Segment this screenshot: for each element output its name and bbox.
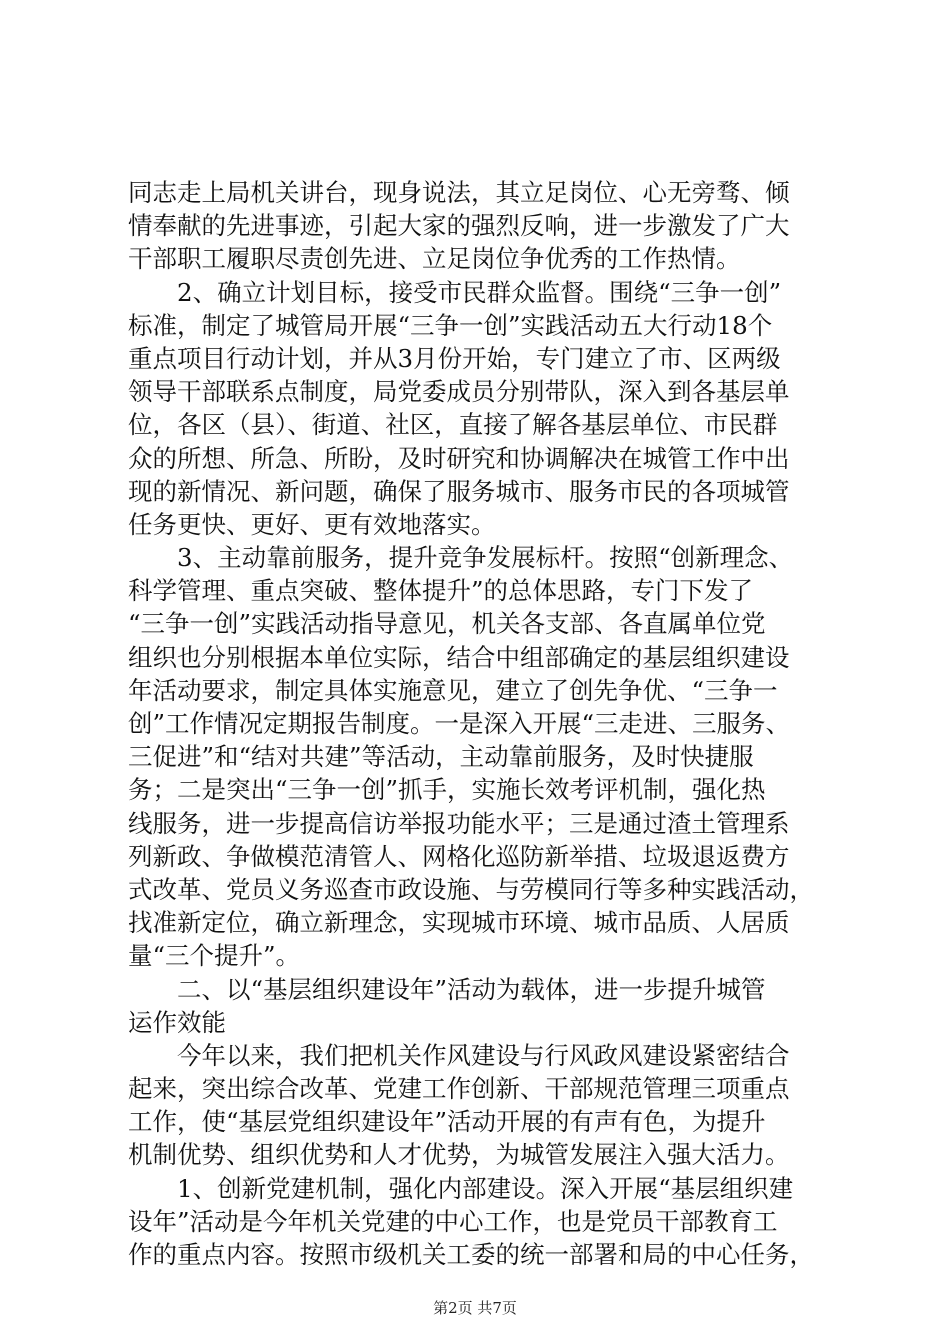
text-line: 今年以来，我们把机关作风建设与行风政风建设紧密结合 bbox=[128, 1040, 790, 1070]
section-heading-line: 二、以“基层组织建设年”活动为载体，进一步提升城管 bbox=[128, 974, 766, 1004]
text-line: 起来，突出综合改革、党建工作创新、干部规范管理三项重点 bbox=[128, 1074, 790, 1104]
text-line: 创”工作情况定期报告制度。一是深入开展“三走进、三服务、 bbox=[128, 709, 791, 738]
document-body bbox=[128, 176, 838, 1271]
text-line: 年活动要求，制定具体实施意见，建立了创先争优、“三争一 bbox=[128, 675, 778, 705]
text-line: 工作，使“基层党组织建设年”活动开展的有声有色，为提升 bbox=[128, 1107, 766, 1137]
text-line: 作的重点内容。按照市级机关工委的统一部署和局的中心任务， bbox=[128, 1240, 814, 1269]
text-line: 找准新定位，确立新理念，实现城市环境、城市品质、人居质 bbox=[128, 908, 790, 938]
text-line: 干部职工履职尽责创先进、立足岗位争优秀的工作热情。 bbox=[128, 244, 741, 274]
text-line: 现的新情况、新问题，确保了服务城市、服务市民的各项城管 bbox=[128, 476, 790, 506]
text-line: 机制优势、组织优势和人才优势，为城管发展注入强大活力。 bbox=[128, 1140, 790, 1170]
text-line: “三争一创”实践活动指导意见，机关各支部、各直属单位党 bbox=[128, 609, 766, 639]
page-number-footer: 第2页 共7页 bbox=[433, 1299, 517, 1317]
text-line: 列新政、争做模范清管人、网格化巡防新举措、垃圾退返费方 bbox=[128, 841, 790, 871]
text-line: 同志走上局机关讲台，现身说法，其立足岗位、心无旁骛、倾 bbox=[128, 178, 790, 207]
text-line: 组织也分别根据本单位实际，结合中组部确定的基层组织建设 bbox=[128, 642, 790, 672]
section-heading-line: 运作效能 bbox=[128, 1007, 226, 1037]
text-line: 式改革、党员义务巡查市政设施、与劳模同行等多种实践活动， bbox=[128, 874, 814, 904]
text-line: 3、主动靠前服务，提升竞争发展标杆。按照“创新理念、 bbox=[128, 543, 794, 573]
text-line: 三促进”和“结对共建”等活动，主动靠前服务，及时快捷服 bbox=[128, 742, 754, 772]
text-line: 2、确立计划目标，接受市民群众监督。围绕“三争一创” bbox=[128, 277, 782, 307]
text-line: 1、创新党建机制，强化内部建设。深入开展“基层组织建 bbox=[128, 1173, 794, 1203]
text-line: 科学管理、重点突破、整体提升”的总体思路，专门下发了 bbox=[128, 576, 754, 606]
text-line: 位，各区（县）、街道、社区，直接了解各基层单位、市民群 bbox=[128, 410, 778, 440]
text-line: 量“三个提升”。 bbox=[128, 941, 301, 971]
text-line: 标准，制定了城管局开展“三争一创”实践活动五大行动18个 bbox=[128, 310, 773, 340]
text-line: 线服务，进一步提高信访举报功能水平；三是通过渣土管理系 bbox=[128, 808, 790, 838]
text-line: 务；二是突出“三争一创”抓手，实施长效考评机制，强化热 bbox=[128, 775, 766, 805]
text-line: 众的所想、所急、所盼，及时研究和协调解决在城管工作中出 bbox=[128, 443, 790, 473]
text-line: 重点项目行动计划，并从3月份开始，专门建立了市、区两级 bbox=[128, 343, 781, 373]
text-line: 设年”活动是今年机关党建的中心工作，也是党员干部教育工 bbox=[128, 1206, 778, 1236]
text-line: 任务更快、更好、更有效地落实。 bbox=[128, 509, 496, 539]
text-line: 情奉献的先进事迹，引起大家的强烈反响，进一步激发了广大 bbox=[128, 211, 790, 241]
text-line: 领导干部联系点制度，局党委成员分别带队，深入到各基层单 bbox=[128, 377, 790, 407]
